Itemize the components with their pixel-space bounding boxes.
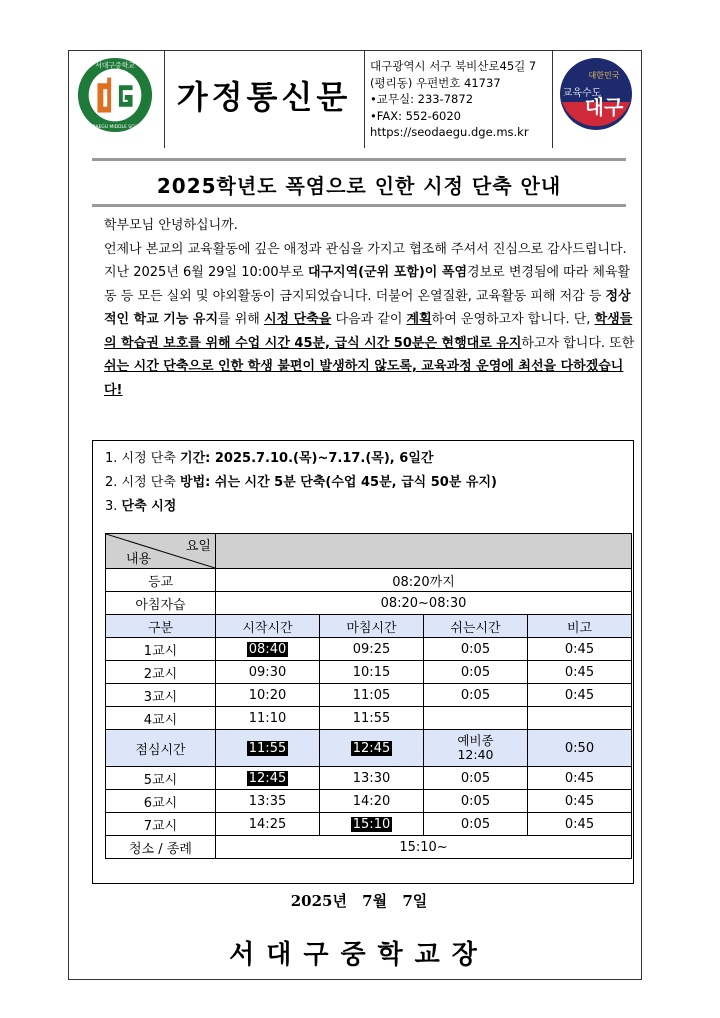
- document-title: 2025학년도 폭염으로 인한 시정 단축 안내: [156, 174, 562, 198]
- table-row: [106, 836, 632, 859]
- start-time: 09:30: [216, 661, 320, 684]
- school-emblem-icon: [76, 56, 154, 134]
- note: 0:45: [528, 684, 632, 707]
- highlighted-time: 12:45: [352, 740, 391, 756]
- issue-date: 2025년 7월 7일: [290, 892, 428, 910]
- text: 3.: [105, 499, 122, 514]
- highlighted-time: 11:55: [248, 740, 287, 756]
- highlighted-time: 15:10: [352, 816, 391, 832]
- text: 1. 시정 단축: [105, 451, 181, 466]
- start-time: [216, 730, 320, 767]
- column-header-row: [106, 615, 632, 638]
- period-name: 5교시: [106, 767, 216, 790]
- text: 지난 2025년 6월 29일 10:00부로: [104, 265, 308, 280]
- table-row: [106, 684, 632, 707]
- note: [528, 707, 632, 730]
- text-bold-underline: 학생들의 학습권 보호를 위해 수업 시간 45분, 급식 시간 50분은 현행대로 유지: [104, 312, 633, 351]
- period-name: 7교시: [106, 813, 216, 836]
- text: 를 위해: [218, 312, 264, 327]
- text: 하여 운영하고자 합니다. 단,: [431, 312, 595, 327]
- row-label: 아침자습: [106, 592, 216, 615]
- end-time: 10:15: [320, 661, 424, 684]
- schedule-summary: [105, 447, 497, 519]
- note: 0:45: [528, 767, 632, 790]
- text: 2. 시정 단축: [105, 475, 181, 490]
- column-header: 마침시간: [320, 615, 424, 638]
- table-row: [106, 569, 632, 592]
- text-bold-underline: 시정 단축을: [264, 312, 332, 327]
- emblem-text-en: SEODAEGU MIDDLE SCHOOL: [82, 125, 148, 131]
- break-time: 0:05: [424, 638, 528, 661]
- warning-bell-label: 예비종: [457, 733, 494, 748]
- row-value: 08:20까지: [216, 569, 632, 592]
- period-name: 점심시간: [106, 730, 216, 767]
- note: 0:50: [528, 730, 632, 767]
- period-name: 3교시: [106, 684, 216, 707]
- start-time: [216, 767, 320, 790]
- period-name: 2교시: [106, 661, 216, 684]
- end-time: 13:30: [320, 767, 424, 790]
- text: 하고자 합니다. 또한: [521, 335, 635, 351]
- table-row: [106, 767, 632, 790]
- break-time: [424, 707, 528, 730]
- website-url: https://seodaegu.dge.ms.kr: [370, 125, 529, 140]
- paragraph: 언제나 본교의 교육활동에 깊은 애정과 관심을 가지고 협조해 주셔서 진심으로 감사드립니다.: [104, 241, 627, 257]
- paragraph: [90, 261, 638, 402]
- emblem-text: 서대구중학교: [95, 61, 135, 70]
- text-bold: 정상적인 학교 기능 유지: [104, 288, 631, 327]
- title-rule-bottom: [92, 204, 626, 207]
- text-bold-underline: 쉬는 시간 단축으로 인한 학생 불편이 발생하지 않도록, 교육과정 운영에 최선을 다하겠습니다!: [104, 359, 624, 398]
- row-value: 15:10~: [216, 836, 632, 859]
- note: 0:45: [528, 813, 632, 836]
- fax-number: •FAX: 552-6020: [370, 108, 461, 123]
- table-row: [106, 707, 632, 730]
- end-time: 09:25: [320, 638, 424, 661]
- text-bold: 단축 시정: [121, 499, 177, 514]
- greeting: 학부모님 안녕하십니까.: [104, 218, 238, 233]
- start-time: 11:10: [216, 707, 320, 730]
- table-header-row: [106, 534, 632, 569]
- list-item: [105, 447, 497, 471]
- highlighted-time: 08:40: [248, 641, 287, 657]
- address-line: (평리동) 우편번호 41737: [370, 75, 501, 90]
- table-row: [106, 790, 632, 813]
- note: 0:45: [528, 790, 632, 813]
- header-divider: [164, 50, 165, 148]
- text: 경보로 변경됨에 따라 체육활동 등 모든 실외 및 야외활동이 금지되었습니다. 더불어 온열질환, 교육활동 피해 저감 등: [104, 265, 631, 304]
- warning-bell-time: 12:40: [457, 747, 494, 762]
- logo-text-top: 대한민국: [588, 71, 620, 80]
- end-time: 11:55: [320, 707, 424, 730]
- letter-body: [90, 214, 638, 402]
- break-time: 0:05: [424, 684, 528, 707]
- break-time: 0:05: [424, 790, 528, 813]
- list-item: [105, 495, 497, 519]
- text: 다음과 같이: [331, 312, 407, 327]
- timetable: [105, 533, 632, 859]
- break-time: 0:05: [424, 661, 528, 684]
- schedule-box: [92, 440, 634, 884]
- end-time: [320, 813, 424, 836]
- text-bold: 기간: 2025.7.10.(목)~7.17.(목), 6일간: [180, 451, 434, 466]
- header-divider: [552, 50, 553, 148]
- phone-number: •교무실: 233-7872: [370, 92, 474, 107]
- lunch-row: [106, 730, 632, 767]
- break-time: 0:05: [424, 813, 528, 836]
- address-line: 대구광역시 서구 북비산로45길 7: [370, 59, 537, 73]
- table-row: [106, 813, 632, 836]
- row-value: 08:20~08:30: [216, 592, 632, 615]
- principal-signature: 서대구중학교장: [229, 940, 489, 970]
- column-header: 쉬는시간: [424, 615, 528, 638]
- start-time: 14:25: [216, 813, 320, 836]
- text-bold: 대구지역(군위 포함)이 폭염: [307, 265, 468, 280]
- newsletter-title: 가정통신문: [176, 78, 352, 116]
- daegu-education-logo-icon: [558, 56, 634, 132]
- table-row: [106, 661, 632, 684]
- end-time: 11:05: [320, 684, 424, 707]
- logo-text-sub: 교육수도: [562, 88, 602, 99]
- table-row: [106, 592, 632, 615]
- letterhead: [68, 50, 642, 148]
- row-label: 등교: [106, 569, 216, 592]
- break-time: 0:05: [424, 767, 528, 790]
- period-name: 6교시: [106, 790, 216, 813]
- note: 0:45: [528, 638, 632, 661]
- start-time: 13:35: [216, 790, 320, 813]
- text-bold-underline: 계획: [406, 312, 432, 327]
- table-row: [106, 638, 632, 661]
- corner-cell: [106, 534, 216, 569]
- logo-text-main: 대구: [584, 95, 624, 119]
- column-header: 비고: [528, 615, 632, 638]
- end-time: [320, 730, 424, 767]
- header-divider: [364, 50, 365, 148]
- period-name: 4교시: [106, 707, 216, 730]
- break-time: [424, 730, 528, 767]
- period-name: 1교시: [106, 638, 216, 661]
- corner-label-top: 요일: [185, 539, 211, 554]
- highlighted-time: 12:45: [248, 770, 287, 786]
- school-contact-info: [370, 58, 560, 141]
- header-fill: [216, 534, 632, 569]
- start-time: 10:20: [216, 684, 320, 707]
- end-time: 14:20: [320, 790, 424, 813]
- note: 0:45: [528, 661, 632, 684]
- list-item: [105, 471, 497, 495]
- start-time: [216, 638, 320, 661]
- column-header: 시작시간: [216, 615, 320, 638]
- corner-label-bottom: 내용: [126, 552, 152, 567]
- column-header: 구분: [106, 615, 216, 638]
- title-rule-top: [92, 158, 626, 161]
- text-bold: 방법: 쉬는 시간 5분 단축(수업 45분, 급식 50분 유지): [180, 475, 497, 490]
- row-label: 청소 / 종례: [106, 836, 216, 859]
